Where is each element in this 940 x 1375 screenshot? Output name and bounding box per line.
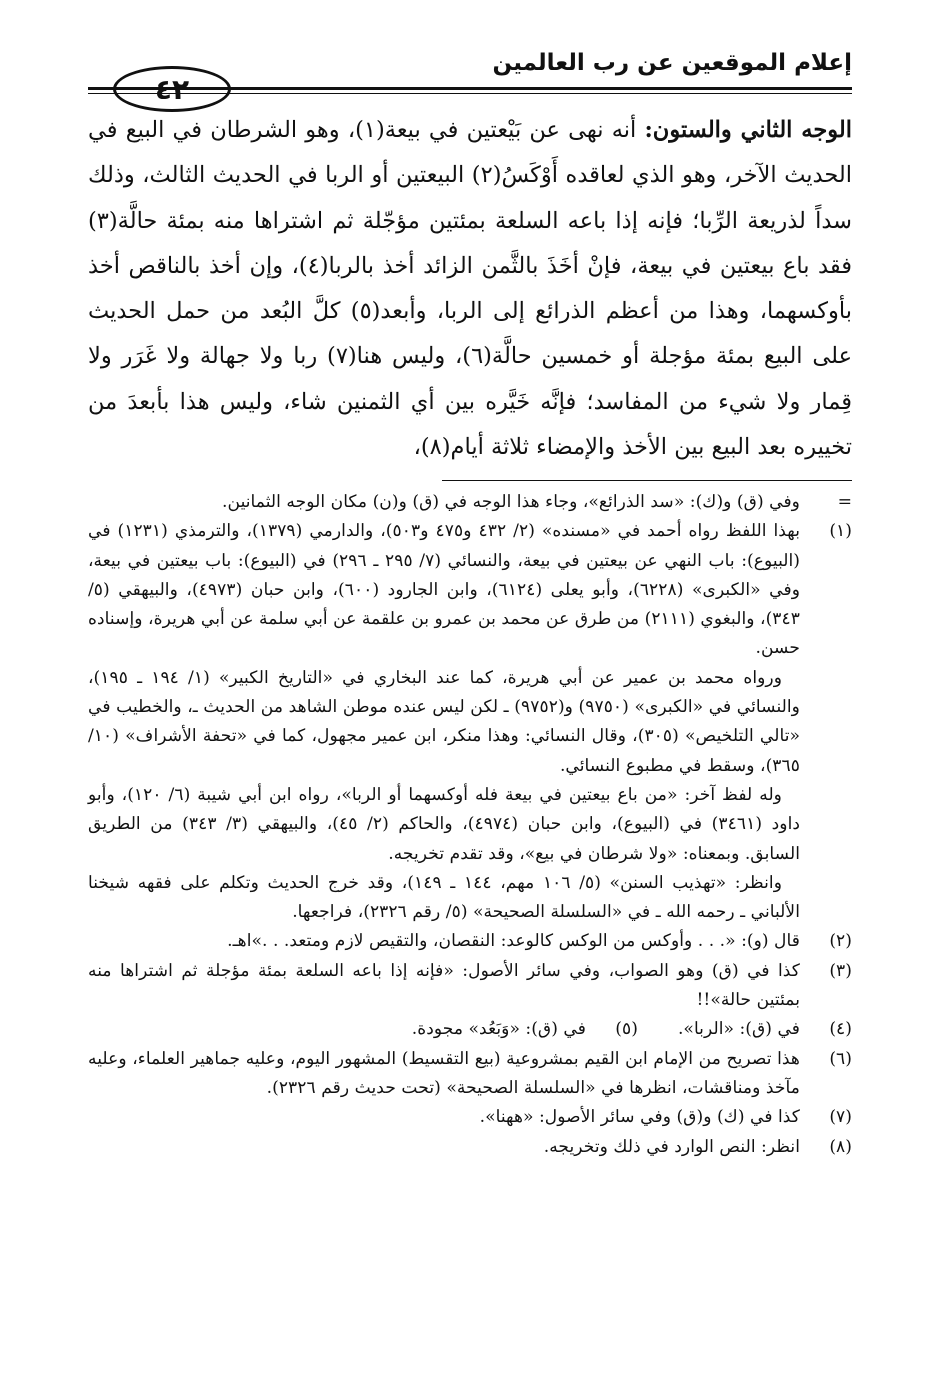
footnote-number: (٦) <box>829 1048 852 1069</box>
footnote-text: في (ق): «الربا». <box>677 1019 800 1040</box>
footnote-text: كذا في (ك) و(ق) وفي سائر الأصول: «ههنا». <box>479 1107 800 1128</box>
footnote-number: (٥) <box>615 1019 638 1040</box>
footnote-number: (٢) <box>829 931 852 952</box>
footnote-text: بهذا اللفظ رواه أحمد في «مسنده» (٢/ ٤٣٢ و٤٧٥ و٥٠٣)، والدارمي (١٣٧٩)، والترمذي (١٢٣١) في (البيوع): باب النهي عن بيعتين في بيعة، والنسائي (٧/ ٢٩٥ ـ ٢٩٦) في (البيوع): باب بيعتين في بيعة، وفي «الكبرى» (٦٢٢٨)، وأبو يعلى (٦١٢٤)، وابن الجارود (٦٠٠)، وابن حبان (٤٩٧٣)، والبيهقي (٥/ ٣٤٣)، والبغوي (٢١١١) من طرق عن محمد بن عمرو بن علقمة عن أبي سلمة عن أبي هريرة، وإسناده حسن. <box>88 521 800 659</box>
footnote-text: هذا تصريح من الإمام ابن القيم بمشروعية (بيع التقسيط) المشهور اليوم، وعليه جماهير العلماء، وعليه مآخذ ومناقشات، انظرها في «السلسلة الصحيحة» (تحت حديث رقم ٢٣٢٦). <box>88 1048 800 1098</box>
footnotes-4-5 <box>88 1015 852 1044</box>
footnote-number: (٤) <box>829 1019 852 1040</box>
footnote-text: انظر: النص الوارد في ذلك وتخريجه. <box>543 1136 800 1157</box>
footnote-7 <box>88 1103 852 1132</box>
footnote-8 <box>88 1133 852 1162</box>
footnote-text: في (ق): «وَبَعُد» مجودة. <box>411 1019 586 1040</box>
footnote-1-para-4 <box>88 869 852 928</box>
footnote-1-para-2 <box>88 664 852 781</box>
footnote-text: كذا في (ق) وهو الصواب، وفي سائر الأصول: «فإنه إذا باعه السلعة بمئة مؤجلة ثم اشتراها منه بمئتين حالة»!! <box>88 960 800 1011</box>
footnote-2 <box>88 927 852 956</box>
continuation-mark: = <box>837 492 852 512</box>
footnote-6 <box>88 1045 852 1104</box>
footnotes <box>88 488 852 1162</box>
footnote-4 <box>678 1015 852 1044</box>
footnote-text: وانظر: «تهذيب السنن» (٥/ ١٠٦ مهم، ١٤٤ ـ ١٤٩)، وقد خرج الحديث وتكلم على فقهه شيخنا الألباني ـ رحمه الله ـ في «السلسلة الصحيحة» (٥/ رقم ٢٣٢٦)، فراجعها. <box>88 872 800 923</box>
header-rule <box>88 87 852 90</box>
footnote-number: (١) <box>829 521 852 542</box>
footnote-number: (٣) <box>829 960 852 981</box>
footnote-text: قال (و): «. . . وأوكس من الوكس كالوعد: النقصان، والتقيص لازم ومتعد. . .»اهـ. <box>227 931 800 952</box>
footnote-separator <box>442 480 852 481</box>
footnote-text: ورواه محمد بن عمير عن أبي هريرة، كما عند البخاري في «التاريخ الكبير» (١/ ١٩٤ ـ ١٩٥)، والنسائي في «الكبرى» (٩٧٥٠) و(٩٧٥٢) ـ لكن ليس عنده موطن الشاهد من الحديث ـ، والخطيب في «تالي التلخيص» (٣٠٥)، وقال النسائي: وهذا منكر، ابن عمير مجهول، كما في «تحفة الأشراف» (١٠/ ٣٦٥)، وسقط في مطبوع النسائي. <box>88 667 800 776</box>
running-title: إعلام الموقعين عن رب العالمين <box>492 50 852 76</box>
main-text <box>88 108 852 470</box>
header-rule-thin <box>88 93 852 94</box>
footnote-1 <box>88 517 852 663</box>
footnote-number: (٨) <box>829 1136 852 1157</box>
footnote-3 <box>88 957 852 1016</box>
section-heading: الوجه الثاني والستون: <box>644 117 852 143</box>
footnote-5 <box>412 1015 638 1044</box>
footnote-continuation <box>88 488 852 517</box>
main-paragraph: أنه نهى عن بَيْعتين في بيعة(١)، وهو الشرطان في البيع في الحديث الآخر، وهو الذي لعاقده أَوْكَسُ(٢) البيعتين أو الربا في الحديث الثالث، وذلك سداً لذريعة الرِّبا؛ فإنه إذا باعه السلعة بمئتين مؤجّلة ثم اشتراها منه بمئة حالَّة(٣) فقد باع بيعتين في بيعة، فإنْ أخَذَ بالثَّمن الزائد أخذ بالربا(٤)، وإن أخذ بالناقص أخذ بأوكسهما، وهذا من أعظم الذرائع إلى الربا، وأبعد(٥) كلَّ البُعد من حمل الحديث على البيع بمئة مؤجلة أو خمسين حالَّة(٦)، وليس هنا(٧) ربا ولا جهالة ولا غَرَر ولا قِمار ولا شيء من المفاسد؛ فإنَّه خَيَّره بين أي الثمنين شاء، وليس هذا بأبعدَ من تخييره بعد البيع بين الأخذ والإمضاء ثلاثة أيام(٨)، <box>88 117 853 461</box>
footnote-1-para-3 <box>88 781 852 869</box>
footnote-text: وفي (ق) و(ك): «سد الذرائع»، وجاء هذا الوجه في (ق) و(ن) مكان الوجه الثمانين. <box>222 492 800 512</box>
footnote-number: (٧) <box>829 1107 852 1128</box>
page-number: ٤٢ <box>113 66 231 112</box>
footnote-text: وله لفظ آخر: «من باع بيعتين في بيعة فله أوكسهما أو الربا»، رواه ابن أبي شيبة (٦/ ١٢٠)، وأبو داود (٣٤٦١) في (البيوع)، وابن حبان (٤٩٧٤)، والحاكم (٢/ ٤٥)، والبيهقي (٣/ ٣٤٣) من الطريق السابق. وبمعناه: «ولا شرطان في بيع»، وقد تقدم تخريجه. <box>88 784 801 864</box>
